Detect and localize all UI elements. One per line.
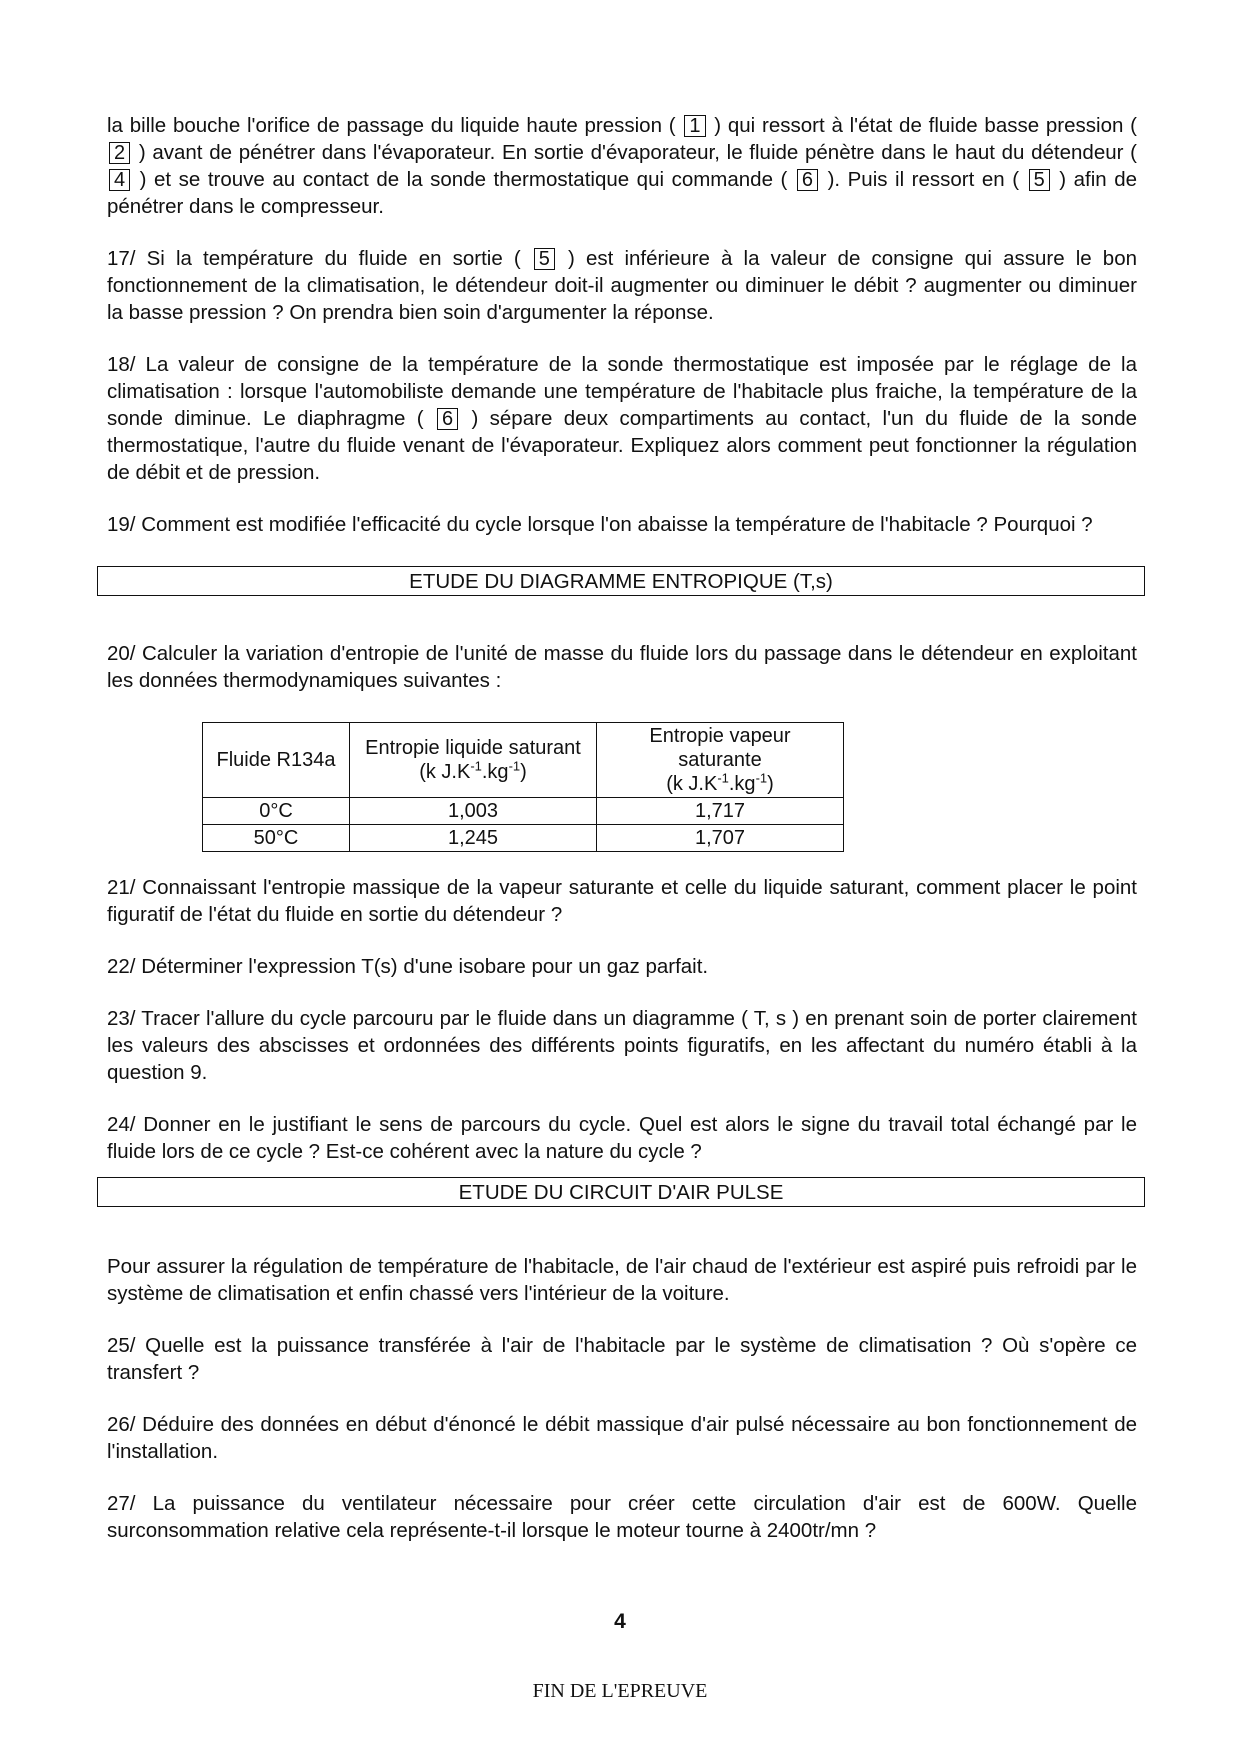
text-fragment: ) avant de pénétrer dans l'évaporateur. En sortie d'évaporateur, le fluide pénètre dans le haut du détendeur ( <box>138 141 1137 164</box>
ref-box-1: 1 <box>684 115 705 137</box>
text-fragment: 18/ La valeur de consigne de la température de la sonde thermostatique est imposée par le réglage de la climatisation : lorsque l'automobiliste demande une température de l'habitacle plus fraiche, la température de la sonde diminue. Le diaphragme ( <box>107 353 1137 430</box>
question-27: 27/ La puissance du ventilateur nécessaire pour créer cette circulation d'air est de 600W. Quelle surconsommation relative cela représente-t-il lorsque le moteur tourne à 2400tr/mn ? <box>107 1492 1137 1542</box>
table-row <box>203 798 844 825</box>
unit-exponent: -1 <box>755 770 768 786</box>
header-entropie-liquide <box>350 723 597 798</box>
table-row <box>203 825 844 852</box>
air-intro-paragraph: Pour assurer la régulation de température de l'habitacle, de l'air chaud de l'extérieur est aspiré puis refroidi par le système de climatisation et enfin chassé vers l'intérieur de la voiture. <box>107 1255 1137 1305</box>
section-header-air-pulse: ETUDE DU CIRCUIT D'AIR PULSE <box>97 1177 1145 1207</box>
ref-box-4: 4 <box>109 169 130 191</box>
unit-text: .kg <box>481 761 509 783</box>
text-fragment: ) sépare deux compartiments au contact, l'un du fluide de la sonde thermostatique, l'autre du fluide venant de l'évaporateur. Expliquez alors comment peut fonctionner la régulation de débit et de pression. <box>107 407 1137 484</box>
text-fragment: ). Puis il ressort en ( <box>827 168 1020 191</box>
cell-temperature: 50°C <box>203 825 350 852</box>
cell-entropie-liquide: 1,245 <box>350 825 597 852</box>
ref-box-6: 6 <box>797 169 818 191</box>
unit-exponent: -1 <box>717 770 729 786</box>
question-20: 20/ Calculer la variation d'entropie de l'unité de masse du fluide lors du passage dans le détendeur en exploitant les données thermodynamiques suivantes : <box>107 642 1137 692</box>
section-header-entropique: ETUDE DU DIAGRAMME ENTROPIQUE (T,s) <box>97 566 1145 596</box>
text-fragment: ) qui ressort à l'état de fluide basse pression ( <box>714 114 1137 137</box>
cell-entropie-vapeur: 1,707 <box>597 825 844 852</box>
ref-box-5: 5 <box>1029 169 1050 191</box>
ref-box-6: 6 <box>437 408 458 430</box>
text-fragment: ) afin de pénétrer dans le compresseur. <box>107 168 1138 218</box>
ref-box-2: 2 <box>109 142 130 164</box>
unit-text: (k J.K <box>419 761 471 783</box>
entropy-table <box>202 722 844 852</box>
header-title: Entropie liquide saturant <box>365 737 581 759</box>
unit-text: ) <box>767 773 774 795</box>
intro-paragraph <box>107 112 1137 220</box>
header-fluide: Fluide R134a <box>203 723 350 798</box>
end-of-exam-footer: FIN DE L'EPREUVE <box>532 1680 708 1702</box>
question-21: 21/ Connaissant l'entropie massique de la vapeur saturante et celle du liquide saturant, comment placer le point figuratif de l'état du fluide en sortie du détendeur ? <box>107 876 1137 926</box>
page-body <box>107 112 1137 1569</box>
text-fragment: ) est inférieure à la valeur de consigne qui assure le bon fonctionnement de la climatisation, le détendeur doit-il augmenter ou diminuer le débit ? augmenter ou diminuer la basse pression ? On prendra bien soin d'argumenter la réponse. <box>107 247 1138 324</box>
text-fragment: la bille bouche l'orifice de passage du liquide haute pression ( <box>107 114 676 137</box>
table-header-row <box>203 723 844 798</box>
question-22: 22/ Déterminer l'expression T(s) d'une isobare pour un gaz parfait. <box>107 955 709 978</box>
header-entropie-vapeur <box>597 723 844 798</box>
question-25: 25/ Quelle est la puissance transférée à l'air de l'habitacle par le système de climatisation ? Où s'opère ce transfert ? <box>107 1334 1137 1384</box>
question-24: 24/ Donner en le justifiant le sens de parcours du cycle. Quel est alors le signe du travail total échangé par le fluide lors de ce cycle ? Est-ce cohérent avec la nature du cycle ? <box>107 1113 1137 1163</box>
cell-temperature: 0°C <box>203 798 350 825</box>
question-23: 23/ Tracer l'allure du cycle parcouru par le fluide dans un diagramme ( T, s ) en prenant soin de porter clairement les valeurs des abscisses et ordonnées des différents points figuratifs, en les affectant du numéro établi à la question 9. <box>107 1007 1137 1084</box>
question-26: 26/ Déduire des données en début d'énoncé le débit massique d'air pulsé nécessaire au bon fonctionnement de l'installation. <box>107 1413 1137 1463</box>
unit-text: ) <box>520 761 527 783</box>
ref-box-5: 5 <box>534 248 555 270</box>
text-fragment: 17/ Si la température du fluide en sortie ( <box>107 247 521 270</box>
question-18 <box>107 351 1137 486</box>
cell-entropie-vapeur: 1,717 <box>597 798 844 825</box>
cell-entropie-liquide: 1,003 <box>350 798 597 825</box>
unit-exponent: -1 <box>508 758 521 774</box>
page-number: 4 <box>614 1610 626 1633</box>
text-fragment: ) et se trouve au contact de la sonde thermostatique qui commande ( <box>139 168 788 191</box>
unit-exponent: -1 <box>470 758 482 774</box>
question-19: 19/ Comment est modifiée l'efficacité du cycle lorsque l'on abaisse la température de l'habitacle ? Pourquoi ? <box>107 513 1093 536</box>
header-title: Entropie vapeur saturante <box>649 725 791 771</box>
unit-text: .kg <box>728 773 756 795</box>
question-17 <box>107 245 1137 326</box>
unit-text: (k J.K <box>666 773 718 795</box>
